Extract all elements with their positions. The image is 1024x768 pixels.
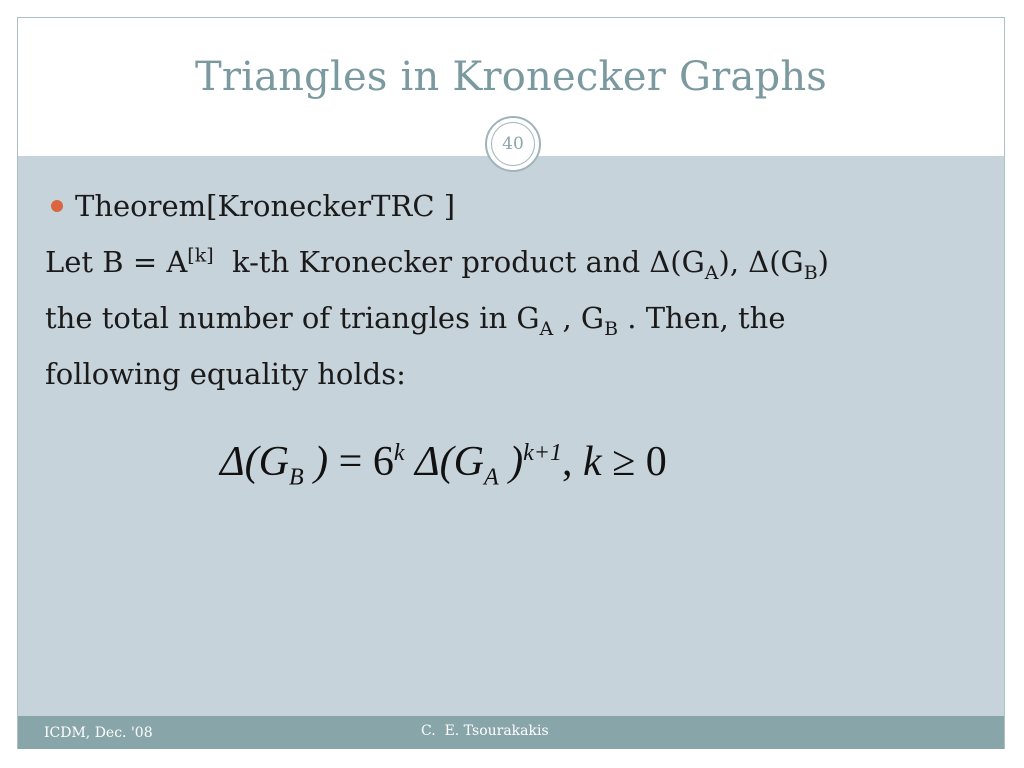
eq-delta: Δ( xyxy=(220,439,259,485)
bullet-item xyxy=(45,178,975,234)
slide-title: Triangles in Kronecker Graphs xyxy=(194,54,828,100)
body-text: . Then, the xyxy=(618,301,786,335)
eq-subscript: B xyxy=(288,464,304,491)
body-text: ) xyxy=(817,245,829,279)
page-number-badge xyxy=(485,116,541,172)
slide xyxy=(17,17,1005,749)
eq-subscript: A xyxy=(483,464,499,491)
eq-constant: 6 xyxy=(372,439,394,485)
eq-delta: Δ( xyxy=(404,439,454,485)
superscript: [k] xyxy=(187,244,214,267)
body-text: k-th Kronecker product and Δ(G xyxy=(213,245,705,279)
eq-paren: ) xyxy=(303,439,329,485)
body-text: ), Δ(G xyxy=(718,245,804,279)
slide-footer xyxy=(18,716,1004,749)
subscript: A xyxy=(704,261,719,284)
subscript: B xyxy=(803,261,818,284)
eq-variable: k xyxy=(583,439,602,485)
body-text: the total number of triangles in G xyxy=(45,301,540,335)
subscript: A xyxy=(539,317,554,340)
eq-variable: G xyxy=(258,439,289,485)
body-line-2 xyxy=(45,290,975,346)
theorem-heading: Theorem[KroneckerTRC ] xyxy=(75,189,456,223)
eq-exponent: k+1 xyxy=(523,440,563,466)
footer-conference: ICDM, Dec. '08 xyxy=(44,725,153,741)
body-line-1 xyxy=(45,234,975,290)
eq-equals: = xyxy=(328,439,373,485)
body-text: Let B = A xyxy=(45,245,188,279)
slide-content xyxy=(45,178,975,402)
bullet-dot-icon xyxy=(51,200,63,212)
footer-author: C. E. Tsourakakis xyxy=(421,723,549,739)
eq-exponent: k xyxy=(393,440,405,466)
eq-paren: ) xyxy=(498,439,524,485)
subscript: B xyxy=(604,317,619,340)
eq-comma: , xyxy=(562,439,584,485)
page-number: 40 xyxy=(491,122,535,166)
body-line-3: following equality holds: xyxy=(45,357,406,391)
triangle-equation xyxy=(220,438,667,491)
eq-variable: G xyxy=(453,439,484,485)
body-text: , G xyxy=(553,301,605,335)
eq-inequality: ≥ 0 xyxy=(601,439,667,485)
